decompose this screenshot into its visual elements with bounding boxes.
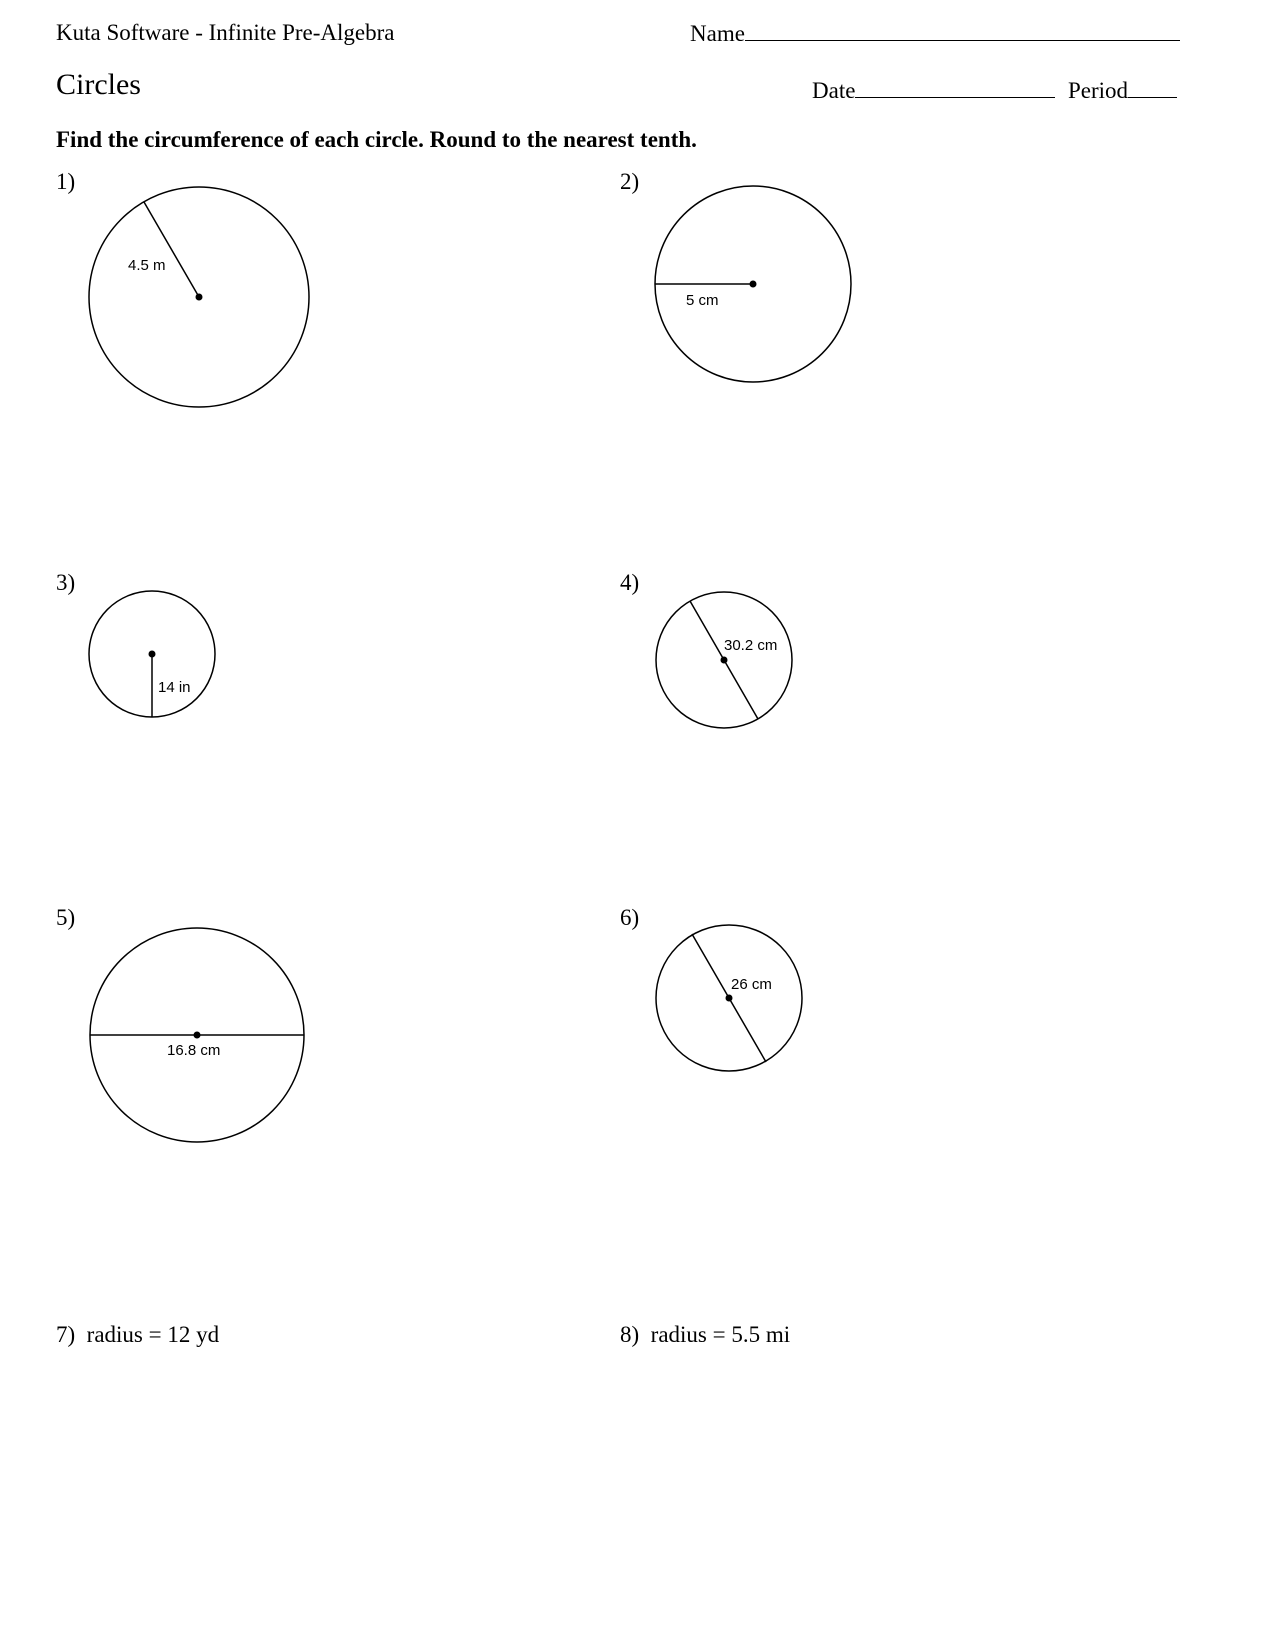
problem-5-figure (90, 928, 304, 1142)
center-point-6 (726, 995, 733, 1002)
problem-8-text: radius = 5.5 mi (650, 1322, 791, 1347)
date-label: Date (812, 78, 856, 103)
center-point-2 (750, 281, 757, 288)
measure-label-6: 26 cm (731, 976, 772, 993)
problem-4-figure (656, 592, 792, 728)
problem-5-number: 5) (56, 905, 76, 930)
problem-1-number: 1) (56, 169, 76, 194)
center-point-4 (721, 657, 728, 664)
problem-6-number: 6) (620, 905, 640, 930)
center-point-5 (194, 1032, 201, 1039)
instructions: Find the circumference of each circle. Round to the nearest tenth. (56, 127, 697, 152)
problem-7-text: radius = 12 yd (86, 1322, 220, 1347)
problem-3-figure (89, 591, 215, 717)
problem-7 (56, 1322, 219, 1348)
problem-4-number: 4) (620, 570, 640, 595)
period-label: Period (1068, 78, 1129, 103)
problem-2-number: 2) (620, 169, 640, 194)
measure-label-5: 16.8 cm (167, 1042, 221, 1059)
problem-8-number: 8) (620, 1322, 640, 1347)
problem-2-figure (655, 186, 851, 382)
measure-label-3: 14 in (158, 679, 191, 696)
measure-label-1: 4.5 m (128, 257, 166, 274)
name-label: Name (690, 21, 745, 46)
problem-6-figure (656, 925, 802, 1071)
radius-line-1 (144, 202, 199, 297)
problem-1-figure (89, 187, 309, 407)
center-point-1 (196, 294, 203, 301)
problem-3-number: 3) (56, 570, 76, 595)
problem-7-number: 7) (56, 1322, 76, 1347)
problem-8 (620, 1322, 790, 1348)
center-point-3 (149, 651, 156, 658)
measure-label-2: 5 cm (686, 292, 719, 309)
worksheet-source: Kuta Software - Infinite Pre-Algebra (56, 20, 395, 45)
measure-label-4: 30.2 cm (724, 637, 778, 654)
page-title: Circles (56, 68, 141, 101)
